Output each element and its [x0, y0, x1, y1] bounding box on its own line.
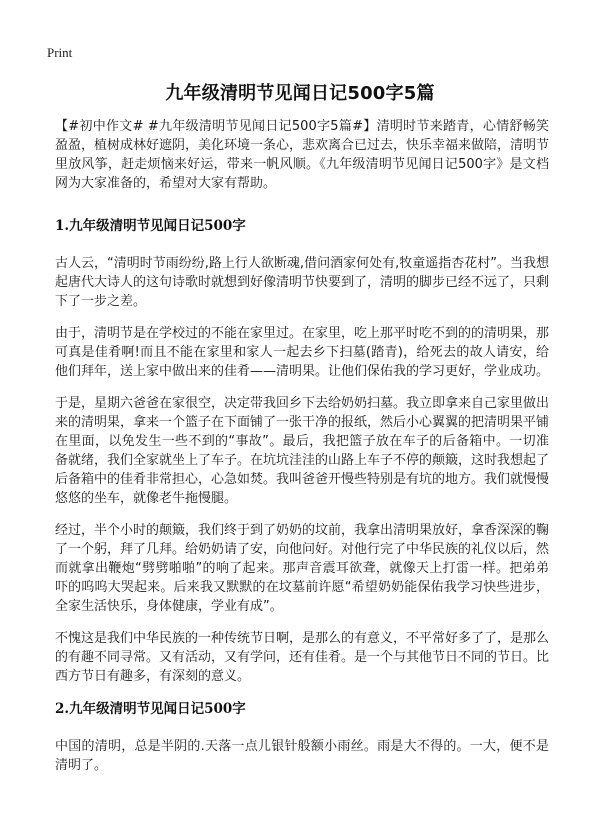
body-paragraph: 不愧这是我们中华民族的一种传统节日啊，是那么的有意义，不平常好多了了，是那么的有趣不同寻常。又有活动，又有学问，还有佳肴。是一个与其他节日不同的节日。比西方节日有趣多，有深刻的意义。 [55, 631, 550, 684]
section-heading: 2.九年级清明节见闻日记500字 [55, 701, 246, 717]
section-2 [55, 700, 549, 775]
body-paragraph: 由于，清明节是在学校过的不能在家里过。在家里，吃上那平时吃不到的的清明果，那可真是佳肴啊!而且不能在家里和家人一起去乡下扫墓(踏青)，给死去的故人请安，给他们拜年，送上家中做出来的佳肴——清明果。让他们保佑我的学习更好，学业成功。 [55, 326, 550, 379]
section-1 [55, 217, 549, 686]
document-body [55, 117, 549, 788]
body-paragraph: 于是，星期六爸爸在家很空，决定带我回乡下去给奶奶扫墓。我立即拿来自己家里做出来的清明果，拿来一个篮子在下面铺了一张干净的报纸，然后小心翼翼的把清明果平铺在里面，以免发生一些不到的“事故”。最后，我把篮子放在车子的后备箱中。一切准备就绪，我们全家就坐上了车子。在坑坑洼洼的山路上车子不停的颠簸，这时我想起了后备箱中的佳肴非常担心，心急如焚。我叫爸爸开慢些特别是有坑的地方。我们就慢慢悠悠的坐车，就像老牛拖慢腿。 [55, 396, 550, 506]
body-paragraph: 中国的清明，总是半阴的.天落一点儿银针般额小雨丝。雨是大不得的。一大，便不是清明了。 [55, 739, 549, 773]
section-heading: 1.九年级清明节见闻日记500字 [55, 218, 246, 234]
intro-paragraph: 【#初中作文# #九年级清明节见闻日记500字5篇#】清明时节来踏青，心情舒畅笑盈盈，植树成林好遮阴，美化环境一条心，悲欢离合已过去，快乐幸福来做陪，清明节里放风筝，赶走烦恼来好运，带来一帆风顺。《九年级清明节见闻日记500字》是文档网为大家准备的，希望对大家有帮助。 [55, 119, 550, 191]
page-title: 九年级清明节见闻日记500字5篇 [165, 83, 435, 104]
print-label: Print [47, 45, 73, 60]
body-paragraph: 古人云，“清明时节雨纷纷,路上行人欲断魂,借问酒家何处有,牧童遥指杏花村”。当我想起唐代大诗人的这句诗歌时就想到好像清明节快要到了，清明的脚步已经不远了，只剩下了一步之差。 [55, 256, 550, 309]
body-paragraph: 经过，半个小时的颠簸，我们终于到了奶奶的坟前，我拿出清明果放好，拿香深深的鞠了一个躬，拜了几拜。给奶奶请了安，向他问好。对他行完了中华民族的礼仪以后，然而就拿出鞭炮“劈劈啪啪”的响了起来。那声音震耳欲聋，就像天上打雷一样。把弟弟吓的呜呜大哭起来。后来我又默默的在坟墓前许愿“希望奶奶能保佑我学习快些进步，全家生活快乐，身体健康，学业有成”。 [55, 523, 550, 614]
